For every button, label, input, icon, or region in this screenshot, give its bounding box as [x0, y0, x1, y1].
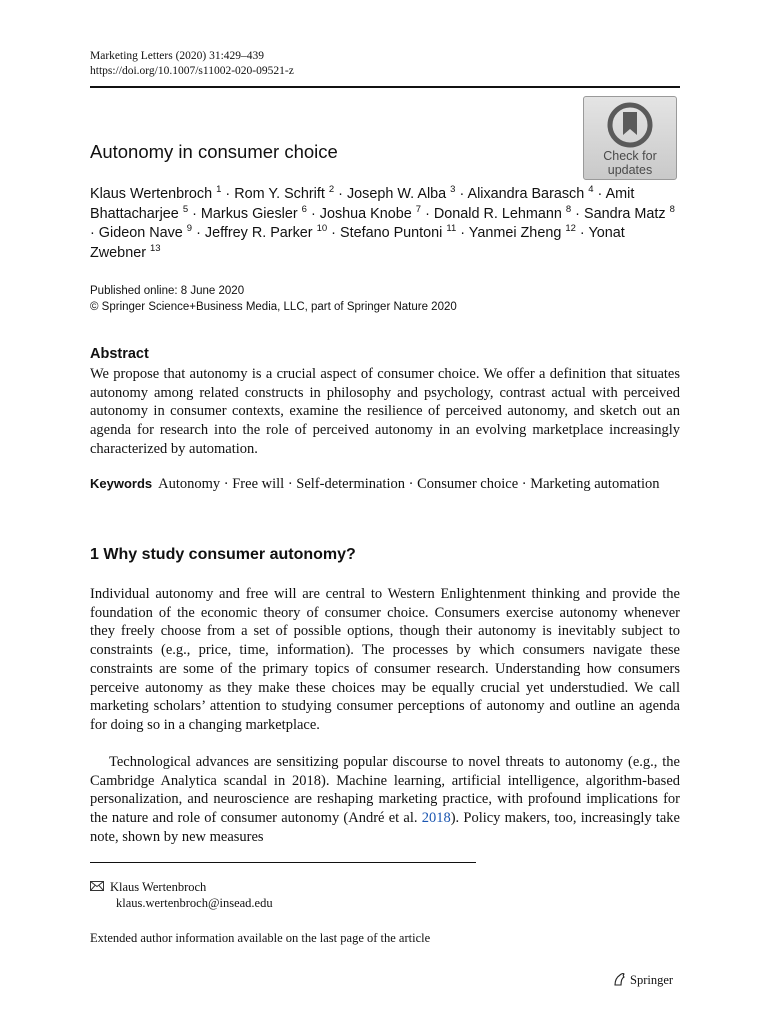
section-paragraph-1: Individual autonomy and free will are central to Western Enlightenment thinking and provide the foundation of the economic theory of consumer choice. Consumers exercise autonomy whenever they freely choose from a set of possible options, though their autonomy is inevitably subject to constraints (e.g., price, time, information). The processes by which consumers navigate these constraints are some of the primary topics of consumer research. Understanding how consumers perceive autonomy as they make these choices may be equally crucial yet understudied. We call marketing scholars’ attention to studying consumer perceptions of autonomy and outline an agenda for doing so in a changing marketplace.	[90, 586, 680, 733]
author-12[interactable]	[340, 225, 456, 241]
author-list: Klaus Wertenbroch $^1$ · Rom Y. Schrift $^2$ · Joseph W. Alba $^3$ · Alixandra Barasch $^4$ · Amit Bhattacharjee $^5$ · Markus Giesler $^6$ · Joshua Knobe $^7$ · Donald R. Lehmann $^8$ · Sandra Matz $^8$ · Gideon Nave $^9$ · Jeffrey R. Parker $^{10}$ · Stefano Puntoni $^{11}$ · Yanmei Zheng $^{12}$ · Yonat Zwebner $^{13}$	[90, 184, 675, 261]
badge-line1: Check for	[603, 149, 657, 163]
affiliation-number: 11	[446, 223, 457, 234]
author-name: Stefano Puntoni	[339, 225, 443, 241]
author-8[interactable]	[433, 203, 572, 222]
doi-link[interactable]: https://doi.org/10.1007/s11002-020-09521-z	[90, 65, 294, 77]
author-name: Jeffrey R. Parker	[204, 225, 313, 241]
author-name: Amit Bhattacharjee	[90, 186, 635, 222]
citation-link[interactable]: 2018	[421, 810, 451, 827]
publication-info	[90, 283, 457, 315]
publisher-name: Springer	[630, 973, 674, 987]
affiliation-number: 9	[186, 223, 193, 234]
section-paragraph-2	[90, 753, 680, 847]
para2-end: ). Policy makers, too, increasingly take note, shown by new measures	[90, 810, 680, 845]
badge-line2: updates	[607, 163, 653, 177]
affiliation-number: 1	[216, 184, 222, 195]
author-2[interactable]	[234, 186, 334, 202]
journal-citation: Marketing Letters (2020) 31:429–439	[90, 50, 265, 62]
section-heading: 1 Why study consumer autonomy?	[90, 546, 356, 563]
keywords	[90, 475, 680, 494]
keywords-label: Keywords	[90, 476, 153, 491]
springer-logo	[612, 972, 673, 988]
author-3[interactable]	[347, 186, 456, 202]
author-10[interactable]	[99, 225, 192, 241]
author-name: Markus Giesler	[200, 205, 298, 222]
abstract-heading: Abstract	[90, 346, 149, 362]
affiliation-number: 7	[415, 203, 422, 215]
affiliation-number: 2	[328, 184, 335, 195]
author-name: Klaus Wertenbroch	[110, 880, 207, 894]
paper-title: Autonomy in consumer choice	[90, 141, 338, 162]
affiliation-number: 4	[588, 184, 594, 195]
affiliation-number: 8	[565, 203, 572, 215]
affiliation-number: 13	[150, 242, 161, 254]
author-name: Yonat Zwebner	[90, 225, 625, 261]
affiliation-number: 12	[565, 223, 576, 234]
springer-horse-icon	[612, 972, 626, 986]
author-name: Joshua Knobe	[319, 205, 412, 222]
published-date: Published online: 8 June 2020	[90, 285, 245, 297]
author-11[interactable]	[205, 225, 327, 241]
keywords-text: Autonomy · Free will · Self-determination · Consumer choice · Marketing automation	[158, 476, 660, 492]
author-6[interactable]	[200, 203, 307, 222]
author-name: Sandra Matz	[583, 205, 666, 222]
affiliation-number: 8	[669, 203, 675, 215]
bookmark-circle-icon	[607, 102, 653, 148]
author-4[interactable]	[467, 186, 593, 202]
author-7[interactable]	[319, 203, 422, 222]
author-email[interactable]: klaus.wertenbroch@insead.edu	[116, 896, 273, 910]
author-name: Yanmei Zheng	[468, 225, 562, 241]
envelope-icon	[90, 881, 104, 891]
affiliation-number: 3	[450, 184, 456, 195]
corresponding-author	[90, 879, 273, 911]
author-name: Klaus Wertenbroch	[90, 186, 213, 202]
journal-header	[90, 49, 294, 79]
footnote-rule	[90, 862, 476, 863]
abstract-text: We propose that autonomy is a crucial aspect of consumer choice. We offer a definition that situates autonomy among related constructs in philosophy and psychology, contrast actual with perceived autonomy in consumer contexts, examine the resilience of perceived autonomy, and sketch out an agenda for research into the role of perceived autonomy in an evolving marketplace increasingly characterized by automation.	[90, 366, 680, 457]
affiliation-number: 6	[301, 203, 307, 215]
author-1[interactable]	[90, 186, 221, 202]
author-name: Donald R. Lehmann	[433, 205, 562, 222]
author-name: Rom Y. Schrift	[234, 186, 325, 202]
author-13[interactable]	[469, 225, 576, 241]
author-name: Alixandra Barasch	[467, 186, 585, 202]
extended-info: Extended author information available on the last page of the article	[90, 931, 431, 945]
author-name: Gideon Nave	[98, 225, 183, 241]
author-9[interactable]	[583, 203, 675, 222]
author-name: Joseph W. Alba	[346, 186, 447, 202]
affiliation-number: 10	[316, 223, 328, 234]
para2-start: Technological advances are sensitizing popular discourse to novel threats to autonomy (e.g., the Cambridge Analytica scandal in 2018). Machine learning, artificial intelligence, algorithm-based personalization, and neuroscience are reshaping marketing practice, with profound implications for the nature and role of consumer autonomy (André et al.	[90, 754, 680, 827]
affiliation-number: 5	[182, 203, 189, 215]
copyright: © Springer Science+Business Media, LLC, part of Springer Nature 2020	[90, 301, 457, 313]
header-rule	[90, 86, 680, 88]
check-for-updates-badge[interactable]	[583, 96, 677, 180]
